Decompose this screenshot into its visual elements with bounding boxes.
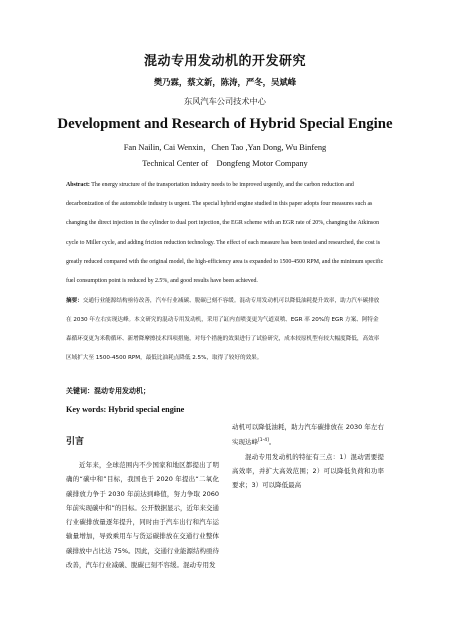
chinese-keywords-label: 关键词： bbox=[66, 387, 94, 395]
english-abstract bbox=[66, 176, 384, 291]
english-abstract-label: Abstract: bbox=[66, 182, 90, 188]
chinese-affiliation: 东风汽车公司技术中心 bbox=[184, 96, 266, 106]
chinese-keywords bbox=[66, 386, 384, 396]
chinese-authors: 樊乃霖，蔡文新，陈涛，严冬，吴斌峰 bbox=[153, 77, 297, 87]
continued-end: 。 bbox=[268, 438, 276, 447]
continued-text: 动机可以降低油耗，助力汽车碳排放在 2030 年左右实现达峰 bbox=[232, 423, 384, 447]
english-affiliation: Technical Center of Dongfeng Motor Company bbox=[142, 159, 308, 168]
section-heading-introduction: 引言 bbox=[66, 437, 85, 447]
intro-paragraph-2: 混动专用发动机的特征有三点：1）混动需要提高效率，并扩大高效范围；2）可以降低负荷和功率要求；3）可以降低最高 bbox=[232, 452, 384, 490]
right-column bbox=[232, 420, 384, 493]
chinese-title: 混动专用发动机的开发研究 bbox=[143, 54, 306, 69]
english-title: Development and Research of Hybrid Special Engine bbox=[57, 116, 393, 132]
english-authors: Fan Nailin, Cai Wenxin，Chen Tao ,Yan Dong, Wu Binfeng bbox=[123, 143, 327, 152]
citation: [1-4] bbox=[258, 438, 269, 444]
chinese-abstract-text: 交通行业能源结构亟待改善，汽车行业减碳、脱碳已刻不容缓。混动专用发动机可以降低油耗提升效率，助力汽车碳排放在 2030 年左右实现达峰。本文研究的混动专用发动机，采用了缸内直喷变更为气道双喷、EGR 率 20%的 EGR 方案、阿特金森循环变更为米勒循环、新增降摩擦技术四项措施，对每个措施的效果进行了试验研究，成本较原机型有较大幅度降低，高效率区域扩大至 1500-4500 RPM，最低比油耗点降低 2.5%，取得了较好的效果。 bbox=[66, 298, 380, 361]
english-keywords: Key words: Hybrid special engine bbox=[66, 405, 185, 414]
chinese-abstract-label: 摘要： bbox=[66, 298, 83, 304]
english-abstract-text: The energy structure of the transportation industry needs to be improved urgently, and the carbon reduction and decarbonization of the automobile industry is urgent. The special hybrid engine studied in this paper adopts four measures such as changing the direct injection in the cylinder to dual port injection, the EGR scheme with an EGR rate of 20%, changing the Atkinson cycle to Miller cycle, and adding friction reduction technology. The effect of each measure has been tested and researched, the cost is greatly reduced compared with the original model, the high-efficiency area is expanded to 1500-4500 RPM, and the minimum specific fuel consumption point is reduced by 2.5%, and good results have been achieved. bbox=[66, 182, 384, 285]
left-column bbox=[66, 458, 219, 572]
intro-paragraph-continued bbox=[232, 420, 384, 450]
chinese-keywords-value: 混动专用发动机； bbox=[94, 387, 150, 395]
chinese-abstract bbox=[66, 292, 384, 368]
intro-paragraph-1: 近年来，全球范围内不少国家和地区都提出了明确的“碳中和”目标，我国也于 2020 年提出“二氧化碳排放力争于 2030 年前达到峰值，努力争取 2060 年前实现碳中和”的目标。公开数据显示，近年来交通行业碳排放量逐年提升，同时由于汽车出行和汽车运输量增加，导致乘用车与货运碳排放在交通行业整体碳排放中占比达 75%。因此，交通行业能源结构亟待改善，汽车行业减碳、脱碳已刻不容缓。混动专用发 bbox=[66, 461, 220, 570]
